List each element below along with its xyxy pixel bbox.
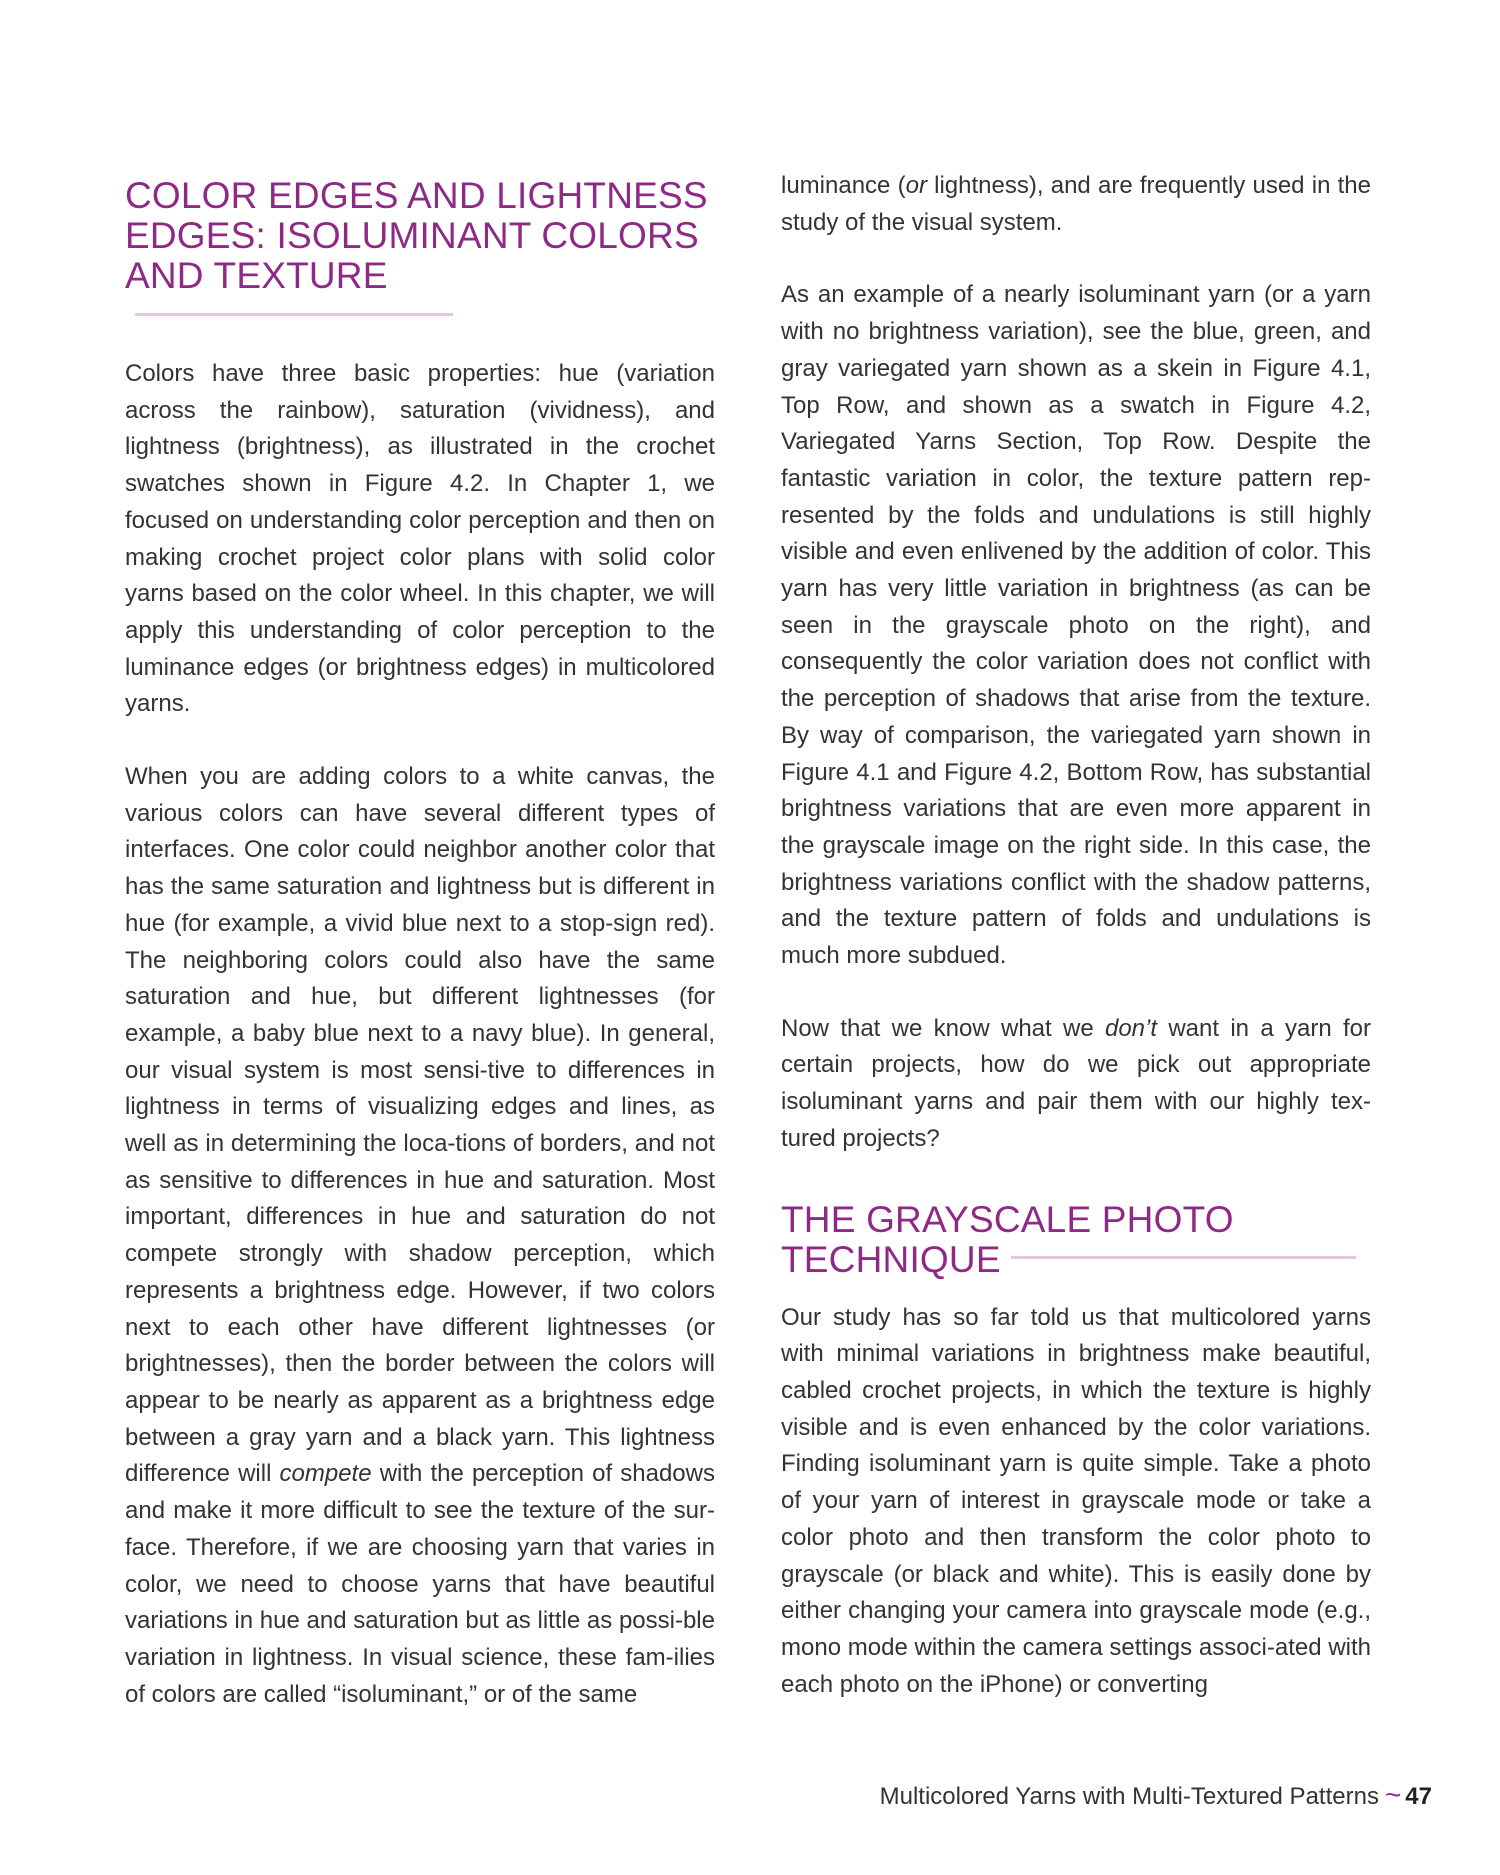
paragraph: [781, 168, 1371, 241]
paragraph-text: want in a yarn for certain projects, how do we pick out appropriate isoluminant yarns and pair them with our highly tex-tured projects?: [781, 1014, 1371, 1152]
heading-line: COLOR EDGES AND LIGHTNESS: [125, 175, 708, 216]
paragraph: [125, 759, 715, 1713]
tilde-ornament: ~: [1384, 1779, 1402, 1810]
emphasis-text: compete: [279, 1460, 372, 1488]
heading-line: TECHNIQUE: [781, 1238, 1001, 1280]
left-column: [125, 0, 715, 1713]
emphasis-text: or: [905, 172, 927, 199]
section-heading-color-edges: [125, 176, 715, 336]
heading-line: EDGES: ISOLUMINANT COLORS: [125, 215, 699, 256]
paragraph: [781, 1011, 1371, 1158]
paragraph: Our study has so far told us that multicolored yarns with minimal variations in brightness make beautiful, cabled crochet projects, in which the texture is highly visible and is even enhanced by the color variations. Finding isoluminant yarn is quite simple. Take a photo of your yarn of interest in grayscale mode or take a color photo and then transform the color photo to grayscale (or black and white). This is easily done by either changing your camera into grayscale mode (e.g., mono mode within the camera settings associ-ated with each photo on the iPhone) or converting: [781, 1303, 1371, 1698]
paragraph-text: When you are adding colors to a white canvas, the various colors can have several different types of interfaces. One color could neighbor another color that has the same saturation and lightness but is different in hue (for example, a vivid blue next to a stop-sign red). The neighboring colors could also have the same saturation and hue, but different lightnesses (for example, a baby blue next to a navy blue). In general, our visual system is most sensi-tive to differences in lightness in terms of visualizing edges and lines, as well as in determining the loca-tions of borders, and not as sensitive to differences in hue and saturation. Most important, differences in hue and saturation do not compete strongly with shadow perception, which represents a brightness edge. However, if two colors next to each other have different lightnesses (or brightnesses), then the border between the colors will appear to be nearly as apparent as a brightness edge between a gray yarn and a black yarn. This lightness difference will: [125, 763, 715, 1488]
paragraph-text: lightness), and are frequently used in the study of the visual system.: [781, 172, 1371, 236]
paragraph: Colors have three basic properties: hue (variation across the rainbow), saturation (vividness), and lightness (brightness), as illustrated in the crochet swatches shown in Figure 4.2. In Chapter 1, we focused on understanding color perception and then on making crochet project color plans with solid color yarns based on the color wheel. In this chapter, we will apply this understanding of color perception to the luminance edges (or brightness edges) in multicolored yarns.: [125, 360, 715, 718]
paragraph-text: Now that we know what we: [781, 1014, 1105, 1042]
heading-rule: [1011, 1256, 1356, 1259]
heading-rule: [135, 313, 453, 316]
paragraph-text: luminance (: [781, 172, 906, 199]
paragraph: As an example of a nearly isoluminant yarn (or a yarn with no brightness variation), see the blue, green, and gray variegated yarn shown as a skein in Figure 4.1, Top Row, and shown as a swatch in Figure 4.2, Variegated Yarns Section, Top Row. Despite the fantastic variation in color, the texture pattern rep-resented by the folds and undulations is still highly visible and even enlivened by the addition of color. This yarn has very little variation in brightness (as can be seen in the grayscale photo on the right), and consequently the color variation does not conflict with the perception of shadows that arise from the texture. By way of comparison, the variegated yarn shown in Figure 4.1 and Figure 4.2, Bottom Row, has substantial brightness variations that are even more apparent in the grayscale image on the right side. In this case, the brightness variations conflict with the shadow patterns, and the texture pattern of folds and undulations is much more subdued.: [781, 281, 1371, 970]
section-heading-grayscale: [781, 1200, 1371, 1280]
paragraph-text: with the perception of shadows and make it more difficult to see the texture of the sur-face. Therefore, if we are choosing yarn that varies in color, we need to choose yarns that have beautiful variations in hue and saturation but as little as possi-ble variation in lightness. In visual science, these fam-ilies of colors are called “isoluminant,” or of the same: [125, 1460, 715, 1708]
page-footer: [0, 1779, 1432, 1811]
heading-line: AND TEXTURE: [125, 255, 388, 296]
running-title: Multicolored Yarns with Multi-Textured Patterns: [879, 1783, 1379, 1810]
emphasis-text: don’t: [1104, 1014, 1158, 1042]
right-column: [781, 0, 1371, 1703]
page-number: 47: [1405, 1783, 1432, 1810]
heading-line: THE GRAYSCALE PHOTO: [781, 1198, 1234, 1240]
